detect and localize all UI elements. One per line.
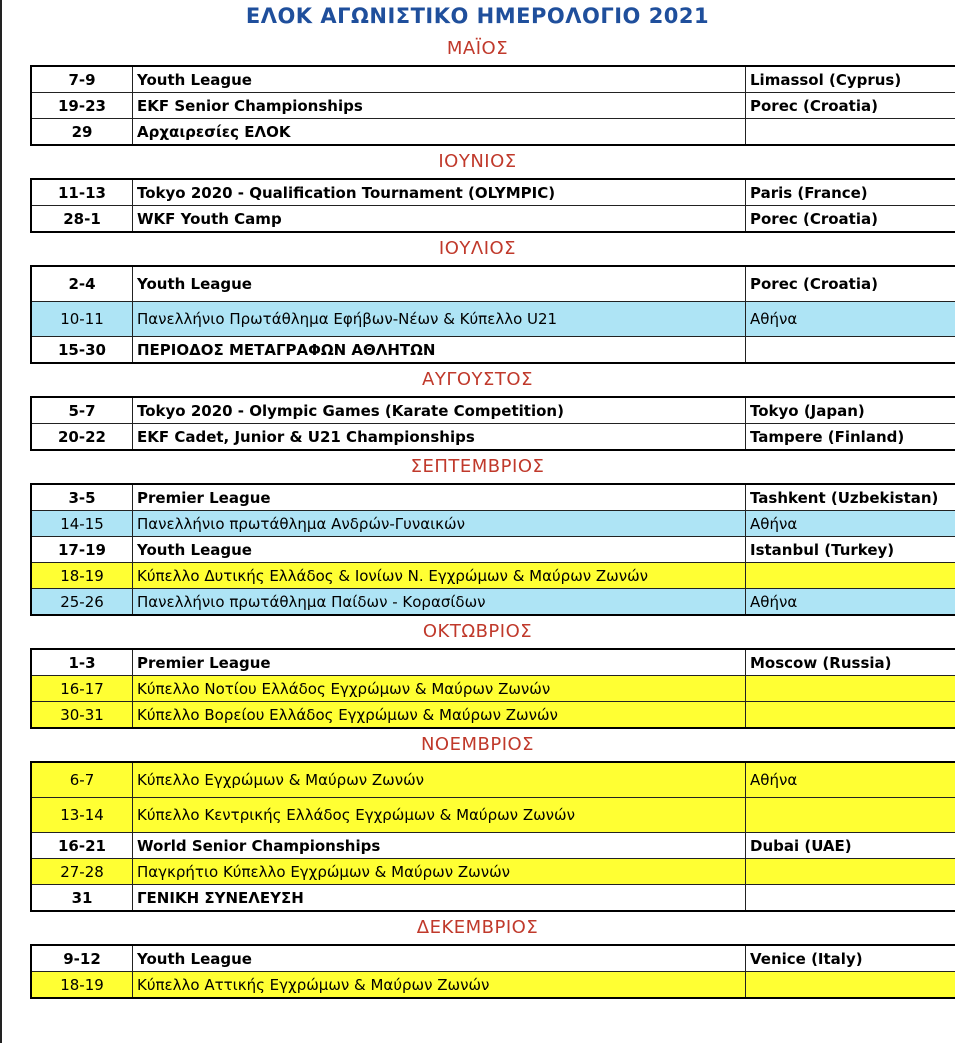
event-date: 19-23 (31, 93, 133, 119)
event-title: ΓΕΝΙΚΗ ΣΥΝΕΛΕΥΣΗ (133, 885, 746, 912)
table-row (31, 302, 955, 337)
event-title: Πανελλήνιο Πρωτάθλημα Εφήβων-Νέων & Κύπελλο U21 (133, 302, 746, 337)
table-row (31, 179, 955, 206)
event-date: 11-13 (31, 179, 133, 206)
events-table-august (30, 396, 955, 451)
event-title: Premier League (133, 649, 746, 676)
event-title: Youth League (133, 66, 746, 93)
event-location (746, 798, 955, 833)
table-row (31, 972, 955, 999)
event-location: Αθήνα (746, 589, 955, 616)
event-date: 16-21 (31, 833, 133, 859)
events-table-november (30, 761, 955, 912)
events-table-july (30, 265, 955, 364)
event-location (746, 972, 955, 999)
event-title: Κύπελλο Κεντρικής Ελλάδος Εγχρώμων & Μαύρων Ζωνών (133, 798, 746, 833)
table-row (31, 798, 955, 833)
event-location: Tokyo (Japan) (746, 397, 955, 424)
table-row (31, 93, 955, 119)
event-location: Αθήνα (746, 302, 955, 337)
event-location: Venice (Italy) (746, 945, 955, 972)
event-date: 2-4 (31, 266, 133, 302)
table-row (31, 762, 955, 798)
table-row (31, 649, 955, 676)
table-row (31, 885, 955, 912)
month-heading-october: ΟΚΤΩΒΡΙΟΣ (422, 621, 533, 642)
event-title: Tokyo 2020 - Qualification Tournament (OLYMPIC) (133, 179, 746, 206)
event-title: Πανελλήνιο πρωτάθλημα Παίδων - Κορασίδων (133, 589, 746, 616)
event-title: Παγκρήτιο Κύπελλο Εγχρώμων & Μαύρων Ζωνών (133, 859, 746, 885)
event-date: 13-14 (31, 798, 133, 833)
month-heading-november: ΝΟΕΜΒΡΙΟΣ (420, 734, 535, 755)
event-location: Limassol (Cyprus) (746, 66, 955, 93)
table-row (31, 66, 955, 93)
event-date: 6-7 (31, 762, 133, 798)
events-table-december (30, 944, 955, 999)
month-heading-may: ΜΑΪΟΣ (446, 38, 509, 59)
event-date: 31 (31, 885, 133, 912)
event-location (746, 676, 955, 702)
table-row (31, 266, 955, 302)
event-date: 16-17 (31, 676, 133, 702)
page-left-border (0, 0, 2, 1043)
table-row (31, 945, 955, 972)
event-location: Αθήνα (746, 511, 955, 537)
event-location: Moscow (Russia) (746, 649, 955, 676)
events-table-june (30, 178, 955, 233)
table-row (31, 563, 955, 589)
month-heading-july: ΙΟΥΛΙΟΣ (438, 238, 517, 259)
table-row (31, 511, 955, 537)
event-title: Κύπελλο Βορείου Ελλάδος Εγχρώμων & Μαύρων Ζωνών (133, 702, 746, 729)
table-row (31, 833, 955, 859)
event-date: 9-12 (31, 945, 133, 972)
event-date: 27-28 (31, 859, 133, 885)
event-location (746, 859, 955, 885)
event-location (746, 563, 955, 589)
events-table-october (30, 648, 955, 729)
event-location: Porec (Croatia) (746, 206, 955, 233)
event-date: 29 (31, 119, 133, 146)
table-row (31, 397, 955, 424)
table-row (31, 424, 955, 451)
table-row (31, 337, 955, 364)
month-heading-september: ΣΕΠΤΕΜΒΡΙΟΣ (410, 456, 545, 477)
event-title: Κύπελλο Δυτικής Ελλάδος & Ιονίων Ν. Εγχρώμων & Μαύρων Ζωνών (133, 563, 746, 589)
event-title: WKF Youth Camp (133, 206, 746, 233)
event-title: EKF Senior Championships (133, 93, 746, 119)
table-row (31, 119, 955, 146)
event-location (746, 119, 955, 146)
events-table-september (30, 483, 955, 616)
event-location: Tampere (Finland) (746, 424, 955, 451)
table-row (31, 206, 955, 233)
event-location: Porec (Croatia) (746, 93, 955, 119)
event-date: 25-26 (31, 589, 133, 616)
event-title: EKF Cadet, Junior & U21 Championships (133, 424, 746, 451)
event-date: 1-3 (31, 649, 133, 676)
event-title: Premier League (133, 484, 746, 511)
event-location: Dubai (UAE) (746, 833, 955, 859)
event-title: Κύπελλο Νοτίου Ελλάδος Εγχρώμων & Μαύρων Ζωνών (133, 676, 746, 702)
event-date: 7-9 (31, 66, 133, 93)
event-title: Πανελλήνιο πρωτάθλημα Ανδρών-Γυναικών (133, 511, 746, 537)
event-location: Αθήνα (746, 762, 955, 798)
table-row (31, 676, 955, 702)
event-date: 17-19 (31, 537, 133, 563)
event-title: Youth League (133, 537, 746, 563)
event-location: Paris (France) (746, 179, 955, 206)
events-table-may (30, 65, 955, 146)
event-location: Istanbul (Turkey) (746, 537, 955, 563)
event-date: 18-19 (31, 972, 133, 999)
event-location: Porec (Croatia) (746, 266, 955, 302)
table-row (31, 702, 955, 729)
event-date: 10-11 (31, 302, 133, 337)
event-date: 18-19 (31, 563, 133, 589)
table-row (31, 537, 955, 563)
event-date: 3-5 (31, 484, 133, 511)
table-row (31, 859, 955, 885)
month-heading-august: ΑΥΓΟΥΣΤΟΣ (422, 369, 533, 390)
event-date: 5-7 (31, 397, 133, 424)
event-date: 30-31 (31, 702, 133, 729)
event-title: ΠΕΡΙΟΔΟΣ ΜΕΤΑΓΡΑΦΩΝ ΑΘΛΗΤΩΝ (133, 337, 746, 364)
event-location (746, 702, 955, 729)
event-title: Tokyo 2020 - Olympic Games (Karate Competition) (133, 397, 746, 424)
event-title: Youth League (133, 945, 746, 972)
event-date: 20-22 (31, 424, 133, 451)
table-row (31, 589, 955, 616)
event-date: 28-1 (31, 206, 133, 233)
table-row (31, 484, 955, 511)
event-title: Youth League (133, 266, 746, 302)
event-title: Αρχαιρεσίες ΕΛΟΚ (133, 119, 746, 146)
month-heading-december: ΔΕΚΕΜΒΡΙΟΣ (416, 917, 539, 938)
page-title: ΕΛΟΚ ΑΓΩΝΙΣΤΙΚΟ ΗΜΕΡΟΛΟΓΙΟ 2021 (245, 4, 710, 28)
event-title: World Senior Championships (133, 833, 746, 859)
event-location (746, 337, 955, 364)
event-location (746, 885, 955, 912)
event-title: Κύπελλο Εγχρώμων & Μαύρων Ζωνών (133, 762, 746, 798)
month-heading-june: ΙΟΥΝΙΟΣ (438, 151, 517, 172)
event-date: 15-30 (31, 337, 133, 364)
event-title: Κύπελλο Αττικής Εγχρώμων & Μαύρων Ζωνών (133, 972, 746, 999)
event-location: Tashkent (Uzbekistan) (746, 484, 955, 511)
event-date: 14-15 (31, 511, 133, 537)
